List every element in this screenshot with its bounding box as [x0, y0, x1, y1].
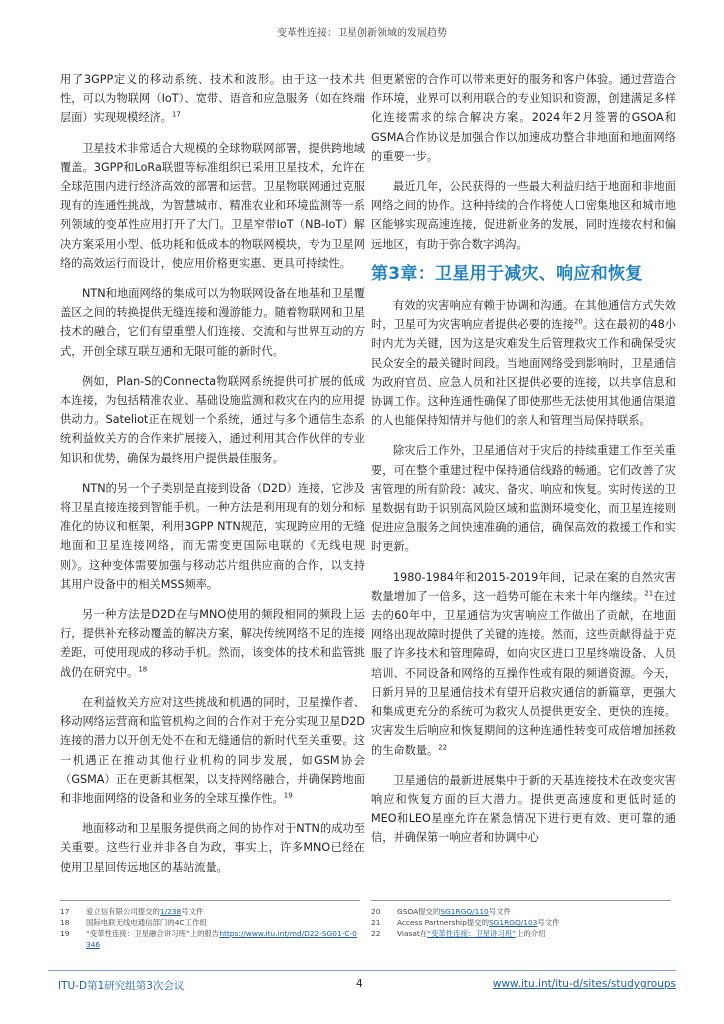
- footnote: 17 爱立信有限公司提交的1/238号文件: [60, 907, 204, 916]
- footnote-link[interactable]: SG1RGQ/103: [488, 918, 538, 927]
- footnote-ref[interactable]: 19: [283, 791, 293, 800]
- paragraph: 有效的灾害响应有赖于协调和沟通。在其他通信方式失效时，卫星可为灾害响应者提供必要的连接$^{20}$。这在最初的48小时内尤为关键，因为这是灾难发生后管理救灾工作和确保受灾民众安全的最关键时间段。当地面网络受到影响时，卫星通信为政府官员、应急人员和社区提供必要的连接，以共享信息和协调工作。这种连通性确保了即使那些无法使用其他通信渠道的人也能保持知情并与他们的亲人和管理当局保持联系。: [371, 299, 676, 428]
- paragraph: NTN的另一个子类别是直接到设备（D2D）连接，它涉及将卫星直接连接到智能手机。一种方法是利用现有的划分和标准化的协议和框架，利用3GPP NTN规范，实现跨应用的无缝地面和卫星连接网络，而无需变更国际电联的《无线电规则》。这种变体需要加强与移动芯片组供应商的合作，以支持其用户设备中的相关MSS频率。: [60, 481, 365, 591]
- footnote-ref[interactable]: 22: [438, 742, 448, 751]
- paragraph: 最近几年，公民获得的一些最大利益归结于地面和非地面网络之间的协作。这种持续的合作将使人口密集地区和城市地区能够实现高速连接，促进新业务的发展，同时连接农村和偏远地区，有助于弥合数字鸿沟。: [371, 180, 676, 251]
- footer-website-link[interactable]: www.itu.int/itu-d/sites/studygroups: [492, 978, 676, 990]
- footnotes-left: [60, 900, 360, 950]
- chapter-heading: 第3章：卫星用于减灾、响应和恢复: [371, 263, 643, 284]
- footnote-link[interactable]: 1/238: [159, 907, 182, 916]
- right-column: [371, 70, 676, 859]
- left-column: [60, 70, 365, 888]
- paragraph: 但更紧密的合作可以带来更好的服务和客户体验。通过营造合作环境，业界可以利用联合的专业知识和资源，创建满足多样化连接需求的综合解决方案。2024年2月签署的GSOA和GSMA合作协议是加强合作以加速成功整合非地面和地面网络的重要一步。: [371, 73, 676, 163]
- paragraph: 在利益攸关方应对这些挑战和机遇的同时，卫星操作者、移动网络运营商和监管机构之间的合作对于充分实现卫星D2D连接的潜力以开创无处不在和无缝通信的新时代至关重要。这一机遇正在推动其他行业机构的同步发展，如GSM协会（GSMA）正在更新其框架，以支持网络融合，并确保跨地面和非地面网络的设备和业务的全球互操作性。$^{19}$: [60, 695, 365, 805]
- footnote-ref[interactable]: 18: [138, 664, 148, 673]
- paragraph: 用了3GPP定义的移动系统、技术和波形。由于这一技术共性，可以为物联网（IoT）、宽带、语音和应急服务（如在终端层面）实现规模经济。$^{17}$: [60, 73, 365, 125]
- footnote-ref[interactable]: 20: [573, 317, 583, 326]
- footnote-link[interactable]: SG1RGQ/110: [440, 907, 489, 916]
- running-header: 变革性连接：卫星创新领域的发展趋势: [277, 28, 447, 39]
- paragraph: 卫星技术非常适合大规模的全球物联网部署，提供跨地域覆盖。3GPP和LoRa联盟等标准组织已采用卫星技术，允许在全球范围内进行经济高效的部署和运营。卫星物联网通过克服现有的连通性挑战，为智慧城市、精准农业和环境监测等一系列领域的变革性应用打开了大门。卫星窄带IoT（NB-IoT）解决方案采用小型、低功耗和低成本的物联网模块，专为卫星网络的高效运行而设计，使应用价格更实惠、更具可持续性。: [60, 141, 365, 270]
- footnote: 18 国际电联无线电通信部门的4C工作组: [60, 918, 207, 927]
- footnote-link[interactable]: https://www.itu.int/md/D22-SG01-C-0346: [86, 929, 357, 949]
- paragraph: 地面移动和卫星服务提供商之间的协作对于NTN的成功至关重要。这些行业并非各自为政，事实上，许多MNO已经在使用卫星回传远地区的基站流量。: [60, 822, 365, 874]
- footnote: 21 Access Partnership提交的SG1RGQ/103号文件: [371, 918, 560, 927]
- footnotes-right: [371, 900, 671, 939]
- footnote-ref[interactable]: 17: [171, 110, 181, 119]
- footnote: 19 “变革性连接：卫星融合讲习班”上的报告https://www.itu.int/md/D22-SG01-C-0346: [60, 929, 357, 949]
- footnote: 22 Viasat在“变革性连接：卫星讲习班”上的介绍: [371, 929, 546, 938]
- paragraph: NTN和地面网络的集成可以为物联网设备在地基和卫星覆盖区之间的转换提供无缝连接和漫游能力。随着物联网和卫星技术的融合，它们有望重塑人们连接、交流和与世界互动的方式，开创全球互联互通和无限可能的新时代。: [60, 287, 365, 358]
- footer-divider: [48, 970, 676, 971]
- footer-meeting-title: ITU-D第1研究组第3次会议: [58, 980, 185, 992]
- paragraph: 卫星通信的最新进展集中于新的天基连接技术在改变灾害响应和恢复方面的巨大潜力。提供更高速度和更低时延的MEO和LEO星座允许在紧急情况下进行更有效、更可靠的通信，并确保第一响应者和协调中心: [371, 773, 676, 845]
- paragraph: 1980-1984年和2015-2019年间，记录在案的自然灾害数量增加了一倍多，这一趋势可能在未来十年内继续。$^{21}$在过去的60年中，卫星通信为灾害响应工作做出了贡献，在地面网络出现故障时提供了关键的连接。然而，这些贡献得益于克服了许多技术和管理障碍，如向灾区进口卫星终端设备、人员培训、不同设备和网络的互操作性或有限的频谱资源。今天，日新月异的卫星通信技术有望开启救灾通信的新篇章，更强大和集成更充分的系统可为救灾人员提供更安全、更快的连接。灾害发生后响应和恢复期间的这种连通性转变可成倍增加拯救的生命数量。$^{22}$: [371, 570, 676, 757]
- page-number: 4: [356, 978, 363, 990]
- footnote-ref[interactable]: 21: [644, 589, 654, 598]
- paragraph: 除灾后工作外，卫星通信对于灾后的持续重建工作至关重要，可在整个重建过程中保持通信线路的畅通。它们改善了灾害管理的所有阶段：减灾、备灾、响应和恢复。实时传送的卫星数据有助于识别高风险区域和监测环境变化，而卫星连接则促进应急服务之间快速准确的通信，确保高效的救援工作和实时更新。: [371, 444, 676, 554]
- footnote-link[interactable]: “变革性连接：卫星讲习班”: [427, 929, 517, 938]
- paragraph: 另一种方法是D2D在与MNO使用的频段相同的频段上运行，提供补充移动覆盖的解决方案，解决传统网络不足的连接差距，可使用现成的移动手机。然而，该变体的技术和监管挑战仍在研究中。$^{18}$: [60, 608, 365, 679]
- paragraph: 例如，Plan-S的Connecta物联网系统提供可扩展的低成本连接，为包括精准农业、基础设施监测和救灾在内的应用提供动力。Sateliot正在规划一个系统，通过与多个通信生态系统利益攸关方的合作来扩展接入，通过利用其合作伙伴的专业知识和优势，确保为最终用户提供最佳服务。: [60, 374, 365, 465]
- footnote: 20 GSOA提交的SG1RGQ/110号文件: [371, 907, 511, 916]
